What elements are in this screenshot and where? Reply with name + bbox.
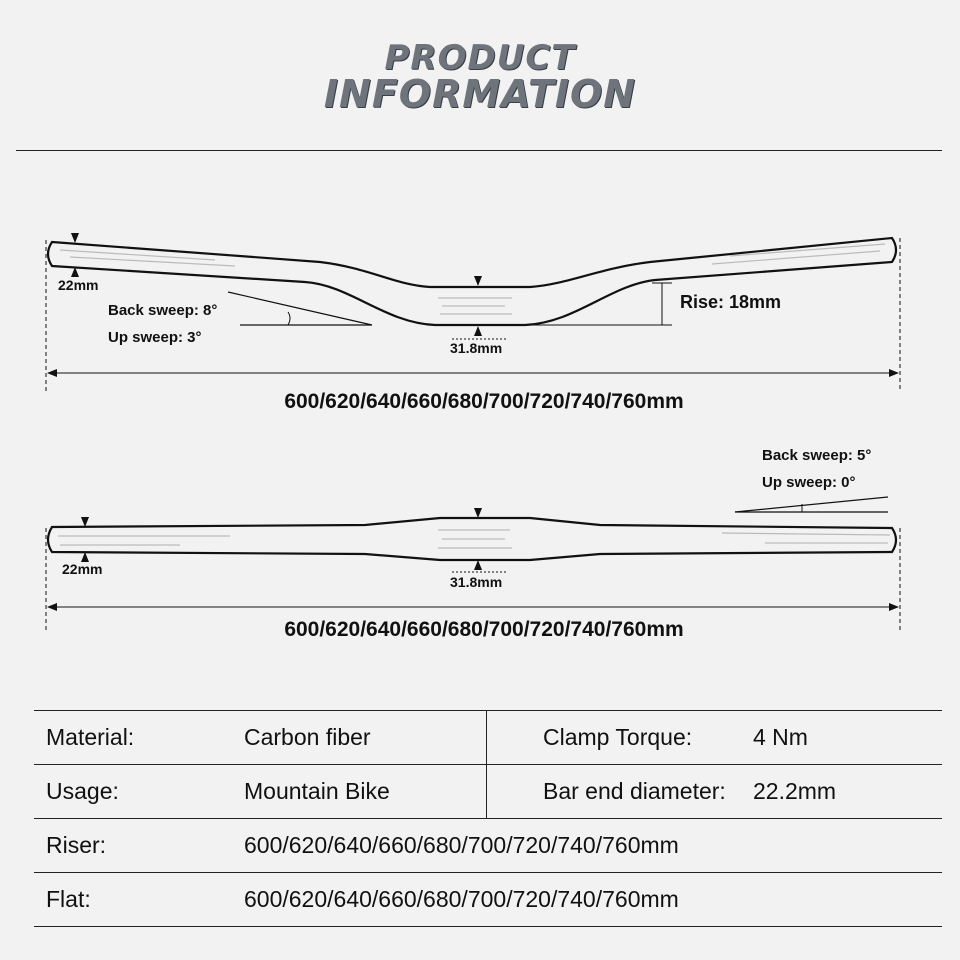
spec-value: Carbon fiber (244, 724, 371, 750)
spec-value: 600/620/640/660/680/700/720/740/760mm (244, 832, 679, 858)
spec-label: Clamp Torque: (487, 711, 754, 765)
spec-row-riser (34, 819, 942, 873)
flat-bar-drawing (48, 518, 896, 560)
riser-width-label: 600/620/640/660/680/700/720/740/760mm (284, 390, 684, 413)
spec-value: Mountain Bike (244, 778, 390, 804)
spec-table (34, 710, 942, 927)
spec-row-material (34, 711, 942, 765)
riser-back-sweep: Back sweep: 8° (108, 302, 218, 319)
riser-clamp-label: 31.8mm (450, 340, 503, 356)
flat-bar-end-label: 22mm (62, 561, 103, 577)
spec-value: 22.2mm (753, 778, 837, 804)
title-line-1: PRODUCT (384, 38, 576, 78)
rise-label: Rise: 18mm (680, 292, 782, 312)
title-line-2: INFORMATION (323, 72, 637, 116)
spec-row-usage (34, 765, 942, 819)
spec-label: Flat: (46, 886, 91, 912)
flat-back-sweep: Back sweep: 5° (762, 447, 872, 464)
spec-value: 4 Nm (753, 724, 808, 750)
riser-up-sweep: Up sweep: 3° (108, 329, 202, 346)
spec-label: Riser: (46, 832, 107, 858)
flat-clamp-label: 31.8mm (450, 574, 503, 590)
spec-value: 600/620/640/660/680/700/720/740/760mm (244, 886, 679, 912)
spec-row-flat (34, 873, 942, 927)
spec-label: Bar end diameter: (487, 765, 754, 819)
flat-width-label: 600/620/640/660/680/700/720/740/760mm (284, 618, 684, 641)
flat-up-sweep: Up sweep: 0° (762, 474, 856, 491)
spec-label: Material: (46, 724, 135, 750)
riser-bar-end-label: 22mm (58, 277, 99, 293)
spec-label: Usage: (46, 778, 119, 804)
